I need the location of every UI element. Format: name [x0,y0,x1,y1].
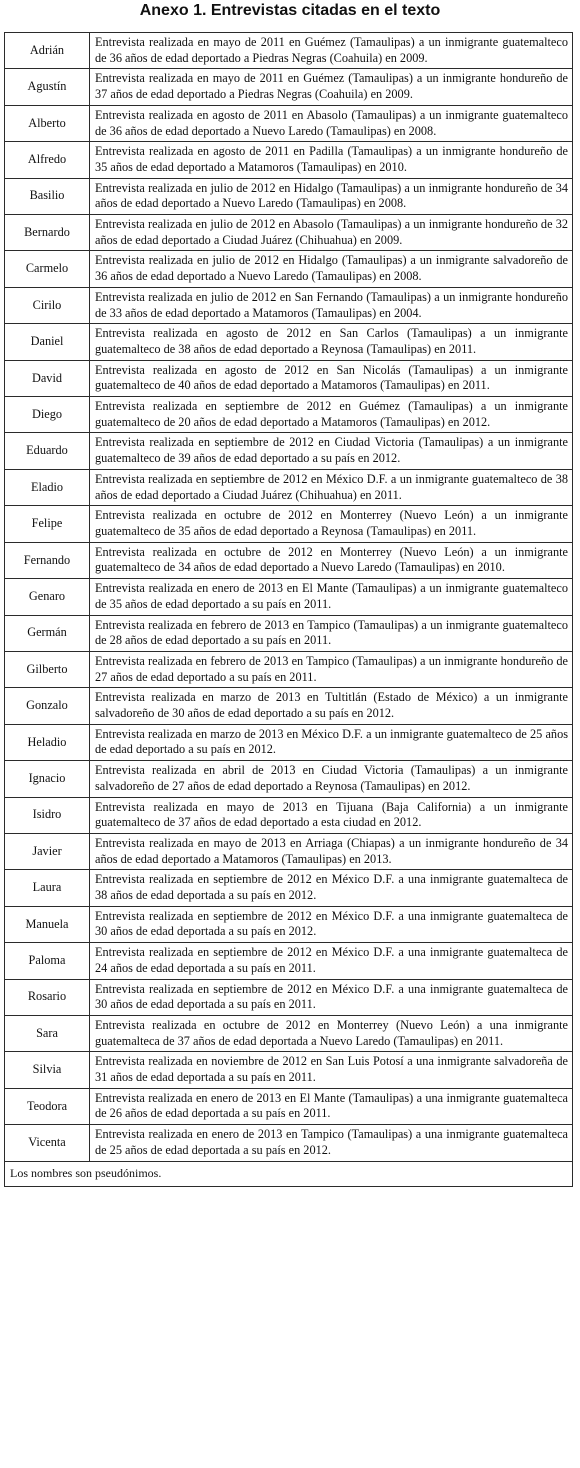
interviewee-name: Basilio [5,178,90,214]
interview-description: Entrevista realizada en septiembre de 2012 en Ciudad Victoria (Tamaulipas) a un inmigrante guatemalteco de 39 años de edad deportado a su país en 2012. [90,433,573,469]
table-row [5,142,573,178]
interview-description: Entrevista realizada en octubre de 2012 en Monterrey (Nuevo León) a una inmigrante guatemalteca de 37 años de edad deportada a Nuevo Laredo (Tamaulipas) en 2011. [90,1015,573,1051]
interviewee-name: Alberto [5,105,90,141]
table-row [5,724,573,760]
table-row [5,506,573,542]
table-row [5,651,573,687]
interview-description: Entrevista realizada en noviembre de 2012 en San Luis Potosí a una inmigrante salvadoreña de 31 años de edad deportada a su país en 2011. [90,1052,573,1088]
table-row [5,761,573,797]
interviewee-name: Rosario [5,979,90,1015]
interview-description: Entrevista realizada en enero de 2013 en El Mante (Tamaulipas) a un inmigrante guatemalteco de 35 años de edad deportado a su país en 2011. [90,579,573,615]
interviewee-name: Alfredo [5,142,90,178]
interview-description: Entrevista realizada en mayo de 2013 en Arriaga (Chiapas) a un inmigrante hondureño de 34 años de edad deportado a Matamoros (Tamaulipas) en 2013. [90,833,573,869]
interviewee-name: Eladio [5,469,90,505]
interview-description: Entrevista realizada en septiembre de 2012 en México D.F. a una inmigrante guatemalteca de 38 años de edad deportada a su país en 2012. [90,870,573,906]
table-row [5,1125,573,1161]
table-row [5,397,573,433]
interviewee-name: Felipe [5,506,90,542]
table-row [5,1052,573,1088]
interviewee-name: Javier [5,833,90,869]
interviewee-name: Diego [5,397,90,433]
interviewee-name: Eduardo [5,433,90,469]
table-row [5,1015,573,1051]
table-row [5,287,573,323]
table-row [5,251,573,287]
table-row [5,870,573,906]
table-row [5,433,573,469]
interviewee-name: Heladio [5,724,90,760]
annex-title: Anexo 1. Entrevistas citadas en el texto [139,2,441,19]
interviewee-name: Cirilo [5,287,90,323]
interview-description: Entrevista realizada en abril de 2013 en Ciudad Victoria (Tamaulipas) a un inmigrante salvadoreño de 27 años de edad deportado a Reynosa (Tamaulipas) en 2012. [90,761,573,797]
interview-description: Entrevista realizada en agosto de 2011 en Abasolo (Tamaulipas) a un inmigrante guatemalteco de 36 años de edad deportado a Nuevo Laredo (Tamaulipas) en 2008. [90,105,573,141]
table-row [5,906,573,942]
interview-description: Entrevista realizada en septiembre de 2012 en Guémez (Tamaulipas) a un inmigrante guatemalteco de 20 años de edad deportado a Matamoros (Tamaulipas) en 2012. [90,397,573,433]
table-row [5,215,573,251]
interviewee-name: Sara [5,1015,90,1051]
interviewee-name: Bernardo [5,215,90,251]
table-row [5,324,573,360]
interview-description: Entrevista realizada en marzo de 2013 en Tultitlán (Estado de México) a un inmigrante salvadoreño de 30 años de edad deportado a su país en 2012. [90,688,573,724]
interviewee-name: Ignacio [5,761,90,797]
interviewee-name: Gilberto [5,651,90,687]
table-row [5,542,573,578]
interview-description: Entrevista realizada en mayo de 2011 en Guémez (Tamaulipas) a un inmigrante guatemalteco de 36 años de edad deportado a Piedras Negras (Coahuila) en 2009. [90,33,573,69]
interviewee-name: Daniel [5,324,90,360]
interview-description: Entrevista realizada en septiembre de 2012 en México D.F. a una inmigrante guatemalteca de 30 años de edad deportada a su país en 2011. [90,979,573,1015]
table-row [5,688,573,724]
interviewee-name: David [5,360,90,396]
interviewee-name: Agustín [5,69,90,105]
interviewee-name: Vicenta [5,1125,90,1161]
interviewee-name: Fernando [5,542,90,578]
interview-description: Entrevista realizada en octubre de 2012 en Monterrey (Nuevo León) a un inmigrante guatemalteco de 34 años de edad deportado a Nuevo Laredo (Tamaulipas) en 2010. [90,542,573,578]
table-row [5,943,573,979]
table-row [5,69,573,105]
interviews-table [4,32,573,1187]
table-row [5,1088,573,1124]
interview-description: Entrevista realizada en agosto de 2012 en San Nicolás (Tamaulipas) a un inmigrante guatemalteco de 40 años de edad deportado a Matamoros (Tamaulipas) en 2011. [90,360,573,396]
table-row [5,615,573,651]
interviewee-name: Gonzalo [5,688,90,724]
interview-description: Entrevista realizada en septiembre de 2012 en México D.F. a un inmigrante guatemalteco de 38 años de edad deportado a Ciudad Juárez (Chihuahua) en 2011. [90,469,573,505]
interviewee-name: Carmelo [5,251,90,287]
interview-description: Entrevista realizada en agosto de 2011 en Padilla (Tamaulipas) a un inmigrante hondureño de 35 años de edad deportado a Matamoros (Tamaulipas) en 2010. [90,142,573,178]
interviewee-name: Germán [5,615,90,651]
interview-description: Entrevista realizada en septiembre de 2012 en México D.F. a una inmigrante guatemalteca de 30 años de edad deportada a su país en 2012. [90,906,573,942]
table-row [5,797,573,833]
interview-description: Entrevista realizada en agosto de 2012 en San Carlos (Tamaulipas) a un inmigrante guatemalteco de 38 años de edad deportado a Reynosa (Tamaulipas) en 2011. [90,324,573,360]
interviewee-name: Silvia [5,1052,90,1088]
interviewee-name: Isidro [5,797,90,833]
interview-description: Entrevista realizada en septiembre de 2012 en México D.F. a una inmigrante guatemalteca de 24 años de edad deportada a su país en 2011. [90,943,573,979]
interview-description: Entrevista realizada en julio de 2012 en Hidalgo (Tamaulipas) a un inmigrante salvadoreño de 36 años de edad deportado a Nuevo Laredo (Tamaulipas) en 2008. [90,251,573,287]
interviewee-name: Genaro [5,579,90,615]
table-row [5,469,573,505]
interviewee-name: Teodora [5,1088,90,1124]
footnote-row [5,1161,573,1187]
footnote: Los nombres son pseudónimos. [5,1161,573,1187]
interviews-table-body [5,33,573,1187]
interview-description: Entrevista realizada en julio de 2012 en Abasolo (Tamaulipas) a un inmigrante hondureño de 32 años de edad deportado a Ciudad Juárez (Chihuahua) en 2009. [90,215,573,251]
table-row [5,579,573,615]
interviewee-name: Adrián [5,33,90,69]
table-row [5,178,573,214]
interviewee-name: Paloma [5,943,90,979]
interview-description: Entrevista realizada en enero de 2013 en Tampico (Tamaulipas) a una inmigrante guatemalteca de 25 años de edad deportada a su país en 2012. [90,1125,573,1161]
interview-description: Entrevista realizada en febrero de 2013 en Tampico (Tamaulipas) a un inmigrante guatemalteco de 28 años de edad deportado a su país en 2011. [90,615,573,651]
interview-description: Entrevista realizada en octubre de 2012 en Monterrey (Nuevo León) a un inmigrante guatemalteco de 35 años de edad deportado a Reynosa (Tamaulipas) en 2011. [90,506,573,542]
interview-description: Entrevista realizada en julio de 2012 en San Fernando (Tamaulipas) a un inmigrante hondureño de 33 años de edad deportado a Matamoros (Tamaulipas) en 2004. [90,287,573,323]
interview-description: Entrevista realizada en febrero de 2013 en Tampico (Tamaulipas) a un inmigrante hondureño de 27 años de edad deportado a su país en 2011. [90,651,573,687]
interview-description: Entrevista realizada en julio de 2012 en Hidalgo (Tamaulipas) a un inmigrante hondureño de 34 años de edad deportado a Nuevo Laredo (Tamaulipas) en 2008. [90,178,573,214]
interview-description: Entrevista realizada en marzo de 2013 en México D.F. a un inmigrante guatemalteco de 25 años de edad deportado a su país en 2012. [90,724,573,760]
table-row [5,33,573,69]
table-row [5,979,573,1015]
interview-description: Entrevista realizada en mayo de 2011 en Guémez (Tamaulipas) a un inmigrante hondureño de 37 años de edad deportado a Piedras Negras (Coahuila) en 2009. [90,69,573,105]
interviewee-name: Laura [5,870,90,906]
interview-description: Entrevista realizada en mayo de 2013 en Tijuana (Baja California) a un inmigrante guatemalteco de 37 años de edad deportado a esta ciudad en 2012. [90,797,573,833]
table-row [5,105,573,141]
interviewee-name: Manuela [5,906,90,942]
table-row [5,833,573,869]
table-row [5,360,573,396]
interview-description: Entrevista realizada en enero de 2013 en El Mante (Tamaulipas) a una inmigrante guatemalteca de 26 años de edad deportada a su país en 2011. [90,1088,573,1124]
